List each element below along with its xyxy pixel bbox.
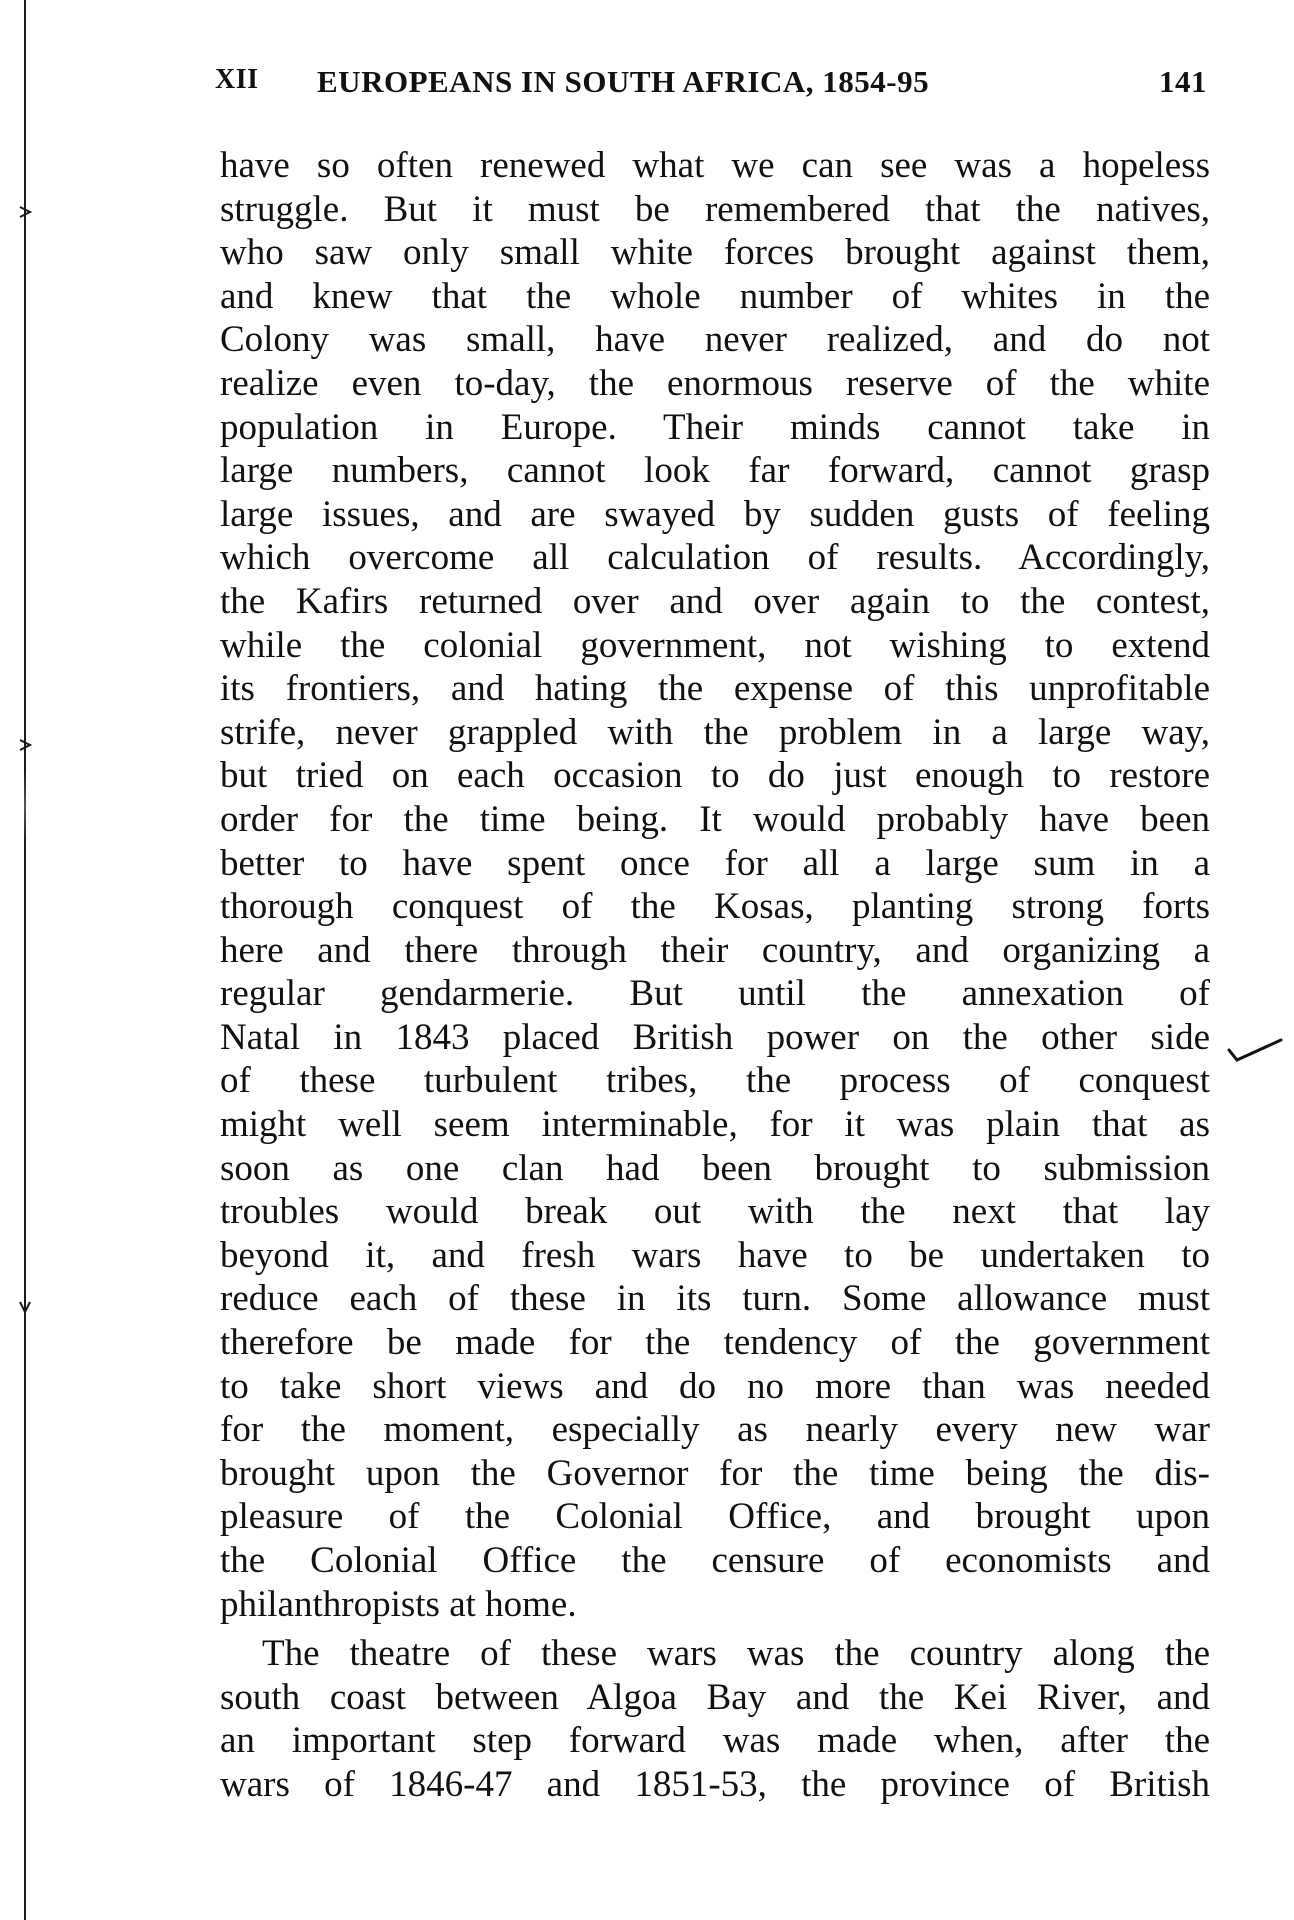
running-header (215, 64, 1207, 108)
paragraph (220, 144, 1210, 1626)
text-line: an important step forward was made when, after the (220, 1720, 1210, 1762)
text-line: to take short views and do no more than was needed (220, 1365, 1210, 1407)
margin-check-mark (1225, 1036, 1285, 1066)
text-line: reduce each of these in its turn. Some allowance must (220, 1278, 1210, 1320)
text-line: better to have spent once for all a large sum in a (220, 842, 1210, 884)
text-line: south coast between Algoa Bay and the Kei River, and (220, 1676, 1210, 1718)
text-line: troubles would break out with the next that lay (220, 1191, 1210, 1233)
page-number: 141 (1159, 64, 1207, 99)
text-line: brought upon the Governor for the time being the dis- (220, 1452, 1210, 1494)
body-text (220, 144, 1210, 1807)
text-line: who saw only small white forces brought against them, (220, 232, 1210, 274)
text-line: The theatre of these wars was the country along the (262, 1633, 1210, 1675)
text-line: realize even to-day, the enormous reserve of the white (220, 362, 1210, 404)
text-line: the Colonial Office the censure of economists and (220, 1540, 1210, 1581)
text-line: while the colonial government, not wishing to extend (220, 624, 1210, 666)
text-line: of these turbulent tribes, the process of conquest (220, 1060, 1210, 1102)
text-line: beyond it, and fresh wars have to be undertaken to (220, 1234, 1210, 1276)
margin-pencil-line (24, 0, 26, 1920)
text-line: might well seem interminable, for it was plain that as (220, 1104, 1210, 1146)
text-line: large numbers, cannot look far forward, cannot grasp (220, 450, 1210, 492)
text-line: pleasure of the Colonial Office, and brought upon (220, 1496, 1210, 1538)
text-line: order for the time being. It would probably have been (220, 798, 1210, 840)
text-line: thorough conquest of the Kosas, planting strong forts (220, 886, 1210, 928)
text-line: regular gendarmerie. But until the annexation of (220, 973, 1210, 1015)
chapter-number: XII (215, 64, 259, 95)
text-line: and knew that the whole number of whites in the (220, 275, 1210, 317)
running-title: EUROPEANS IN SOUTH AFRICA, 1854-95 (317, 64, 930, 99)
text-line: the Kafirs returned over and over again to the contest, (220, 580, 1210, 622)
paragraph (220, 1632, 1210, 1806)
text-line: its frontiers, and hating the expense of this unprofitable (220, 668, 1210, 710)
text-line: therefore be made for the tendency of the government (220, 1322, 1210, 1364)
margin-arrow-mark (18, 1300, 32, 1314)
text-line: but tried on each occasion to do just enough to restore (220, 755, 1210, 797)
text-line: struggle. But it must be remembered that the natives, (220, 188, 1210, 230)
text-line: soon as one clan had been brought to submission (220, 1147, 1210, 1189)
margin-arrow-mark (18, 738, 32, 752)
text-line: Natal in 1843 placed British power on the other side (220, 1016, 1210, 1058)
text-line: Colony was small, have never realized, and do not (220, 319, 1210, 361)
text-line: large issues, and are swayed by sudden gusts of feeling (220, 493, 1210, 535)
text-line: wars of 1846-47 and 1851-53, the province of British (220, 1763, 1210, 1805)
text-line: population in Europe. Their minds cannot take in (220, 406, 1210, 448)
text-line: for the moment, especially as nearly every new war (220, 1409, 1210, 1451)
margin-arrow-mark (18, 205, 32, 219)
text-line: philanthropists at home. (220, 1583, 577, 1625)
text-line: here and there through their country, and organizing a (220, 929, 1210, 971)
text-line: which overcome all calculation of results. Accordingly, (220, 537, 1210, 579)
text-line: strife, never grappled with the problem in a large way, (220, 711, 1210, 753)
text-line: have so often renewed what we can see was a hopeless (220, 145, 1210, 186)
